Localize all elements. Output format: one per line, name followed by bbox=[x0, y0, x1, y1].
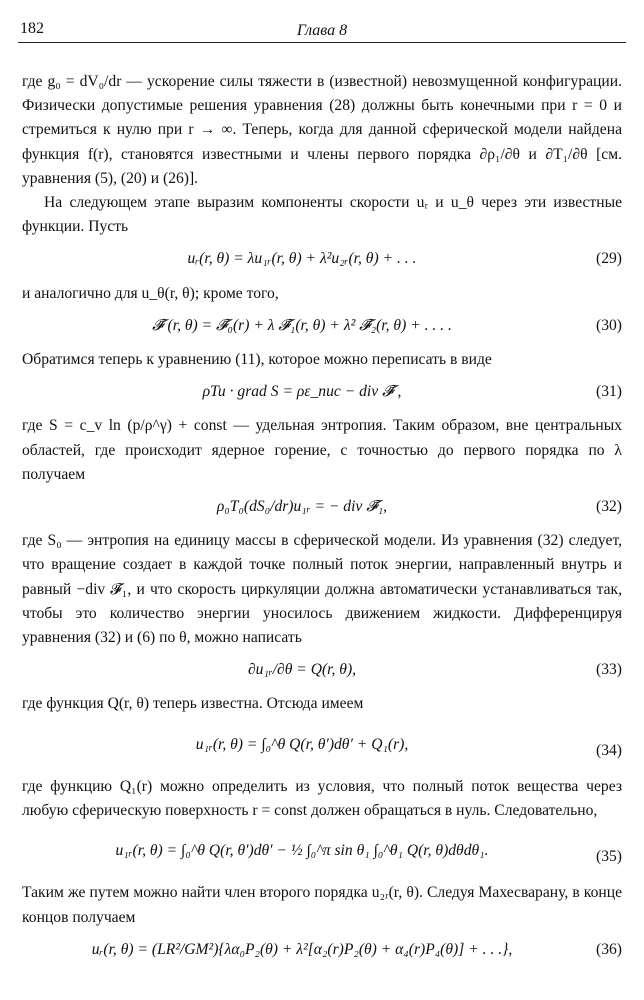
paragraph: Таким же путем можно найти член второго порядка u₂ᵣ(r, θ). Следуя Махесварану, в конце концов получаем bbox=[22, 884, 622, 926]
equation-number: (34) bbox=[596, 741, 622, 759]
chapter-title: Глава 8 bbox=[296, 22, 348, 39]
equation-number: (32) bbox=[596, 498, 622, 516]
equation-number: (36) bbox=[596, 940, 622, 958]
equation bbox=[22, 839, 622, 866]
equation-text: u₁ᵣ(r, θ) = ∫₀^θ Q(r, θ′)dθ′ − ½ ∫₀^π sin θ₁ ∫₀^θ₁ Q(r, θ)dθdθ₁. bbox=[115, 842, 489, 860]
equation-text: uᵣ(r, θ) = λu₁ᵣ(r, θ) + λ²u₂ᵣ(r, θ) + . . . bbox=[187, 250, 417, 268]
paragraph: где функция Q(r, θ) теперь известна. Отсюда имеем bbox=[22, 695, 364, 713]
paragraph: где g₀ = dV₀/dr — ускорение силы тяжести в (известной) невозмущенной конфигурации. Физически допустимые решения уравнения (28) должны быть конечными при r = 0 и стремиться к нулю при r → ∞. Теперь, когда для данной сферической модели найдена функция f(r), становятся известными и члены первого порядка ∂ρ₁/∂θ и ∂T₁/∂θ [см. уравнения (5), (20) и (26)]. bbox=[22, 73, 622, 187]
paragraph: где S = c_v ln (p/ρ^γ) + const — удельная энтропия. Таким образом, вне центральных областей, где происходит ядерное горение, с точностью до первого порядка по λ получаем bbox=[22, 417, 622, 483]
equation bbox=[22, 247, 622, 271]
equation-number: (30) bbox=[596, 316, 622, 334]
equation-text: uᵣ(r, θ) = (LR²/GM²){λα₀P₂(θ) + λ²[α₂(r)P₂(θ) + α₄(r)P₄(θ)] + . . .}, bbox=[91, 940, 513, 958]
paragraph: На следующем этапе выразим компоненты скорости uᵣ и u_θ через эти известные функции. Пусть bbox=[22, 194, 622, 236]
paragraph: Обратимся теперь к уравнению (11), которое можно переписать в виде bbox=[22, 351, 492, 369]
equation bbox=[22, 938, 622, 962]
equation bbox=[22, 314, 622, 338]
equation-text: 𝓕̄ (r, θ) = 𝓕̄₀(r) + λ 𝓕̄₁(r, θ) + λ² 𝓕̄₂(r, θ) + . . . . bbox=[152, 316, 452, 334]
equation-number: (33) bbox=[596, 661, 622, 679]
equation-text: u₁ᵣ(r, θ) = ∫₀^θ Q(r, θ′)dθ′ + Q₁(r), bbox=[195, 735, 409, 753]
equation bbox=[22, 733, 622, 757]
equation-text: ρTu · grad S = ρε_nuc − div 𝓕̄ , bbox=[202, 383, 402, 401]
page-header bbox=[18, 10, 626, 43]
equation-number: (29) bbox=[596, 250, 622, 268]
equation-number: (35) bbox=[596, 848, 622, 866]
equation bbox=[22, 495, 622, 519]
equation-text: ρ₀T₀(dS₀/dr)u₁ᵣ = − div 𝓕̄₁, bbox=[216, 498, 388, 516]
paragraph: где функцию Q₁(r) можно определить из условия, что полный поток вещества через любую сферическую поверхность r = const должен обращаться в нуль. Следовательно, bbox=[22, 777, 622, 820]
equation-text: ∂u₁ᵣ/∂θ = Q(r, θ), bbox=[247, 661, 357, 679]
equation bbox=[22, 380, 622, 404]
page-number: 182 bbox=[20, 20, 44, 37]
equation-number: (31) bbox=[596, 383, 622, 401]
page-body bbox=[22, 70, 622, 972]
equation bbox=[22, 658, 622, 682]
paragraph: и аналогично для u_θ(r, θ); кроме того, bbox=[22, 284, 279, 302]
paragraph: где S₀ — энтропия на единицу массы в сферической модели. Из уравнения (32) следует, что вращение создает в каждой точке полный поток энергии, направленный внутрь и равный −div 𝓕̄₁, и что скорость циркуляции должна автоматически устанавливаться так, чтобы это количество энергии уносилось движением жидкости. Дифференцируя уравнения (32) и (6) по θ, можно написать bbox=[22, 532, 622, 647]
